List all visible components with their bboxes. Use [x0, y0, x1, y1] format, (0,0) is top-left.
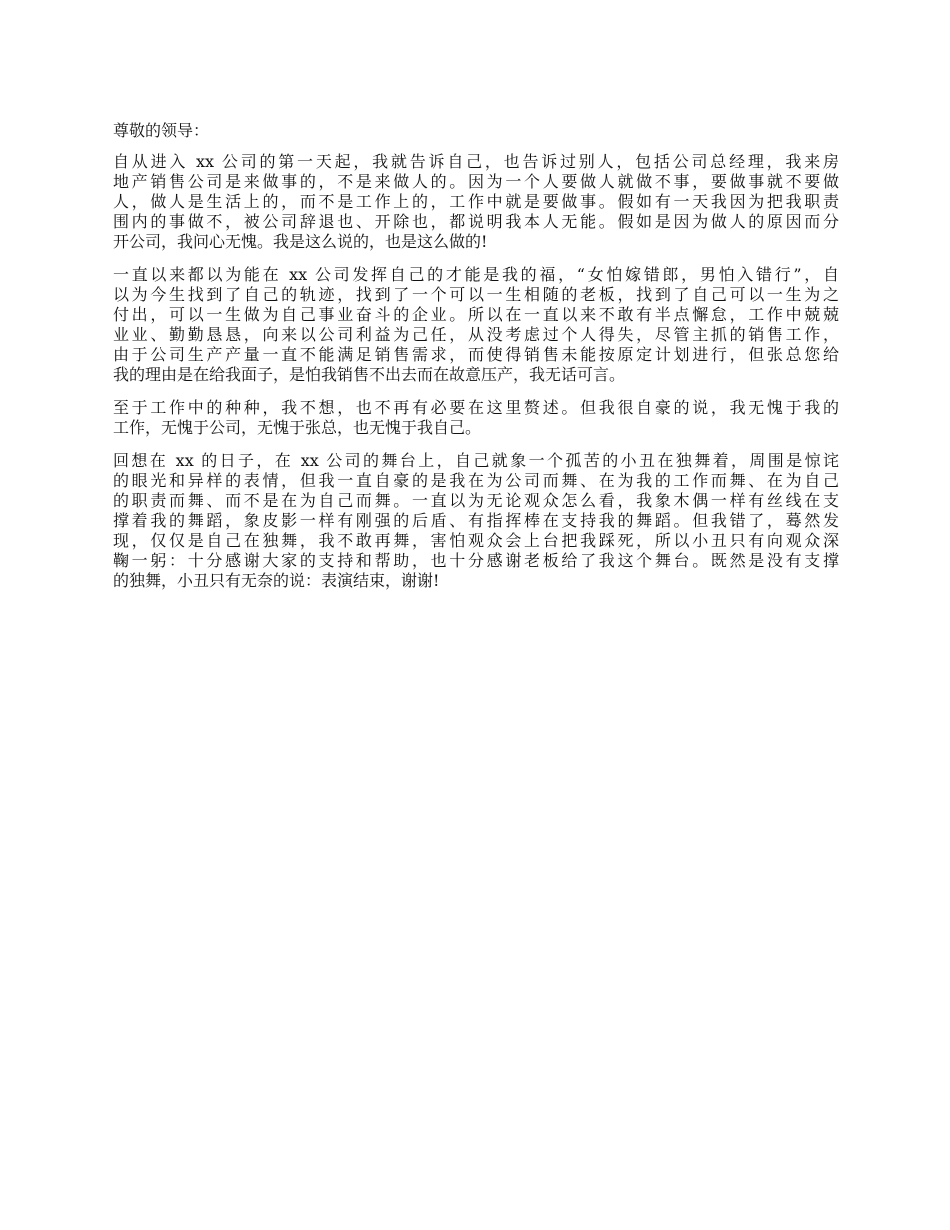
paragraph-line: 现，仅仅是自己在独舞，我不敢再舞，害怕观众会上台把我踩死，所以小丑只有向观众深	[113, 531, 839, 550]
paragraph-line: 至于工作中的种种，我不想，也不再有必要在这里赘述。但我很自豪的说，我无愧于我的	[113, 398, 839, 417]
salutation: 尊敬的领导：	[113, 121, 210, 140]
paragraph-4	[113, 451, 839, 591]
paragraph-line: 鞠一躬：十分感谢大家的支持和帮助，也十分感谢老板给了我这个舞台。既然是没有支撑	[113, 551, 839, 570]
paragraph-line: 自从进入 xx 公司的第一天起，我就告诉自己，也告诉过别人，包括公司总经理，我来房	[113, 152, 839, 171]
paragraph-line: 回想在 xx 的日子，在 xx 公司的舞台上，自己就象一个孤苦的小丑在独舞着，周围是惊诧	[113, 451, 839, 470]
paragraph-3	[113, 398, 839, 438]
paragraph-line: 人，做人是生活上的，而不是工作上的，工作中就是要做事。假如有一天我因为把我职责	[113, 192, 839, 211]
paragraph-1	[113, 152, 839, 252]
paragraph-line: 业业、勤勤恳恳，向来以公司利益为己任，从没考虑过个人得失，尽管主抓的销售工作，	[113, 325, 839, 344]
letter-page	[113, 121, 839, 604]
paragraph-line: 我的理由是在给我面子，是怕我销售不出去而在故意压产，我无话可言。	[113, 365, 626, 384]
paragraph-line: 一直以来都以为能在 xx 公司发挥自己的才能是我的福，“女怕嫁错郎，男怕入错行”，自	[113, 265, 839, 284]
paragraph-line: 地产销售公司是来做事的，不是来做人的。因为一个人要做人就做不事，要做事就不要做	[113, 172, 839, 191]
paragraph-line: 开公司，我问心无愧。我是这么说的，也是这么做的!	[113, 232, 488, 251]
paragraph-line: 的眼光和异样的表情，但我一直自豪的是我在为公司而舞、在为我的工作而舞、在为自己	[113, 471, 839, 490]
paragraph-line: 撑着我的舞蹈，象皮影一样有刚强的后盾、有指挥棒在支持我的舞蹈。但我错了，蓦然发	[113, 511, 839, 530]
paragraph-line: 围内的事做不，被公司辞退也、开除也，都说明我本人无能。假如是因为做人的原因而分	[113, 212, 839, 231]
paragraph-line: 由于公司生产产量一直不能满足销售需求，而使得销售未能按原定计划进行，但张总您给	[113, 345, 839, 364]
paragraph-line: 付出，可以一生做为自己事业奋斗的企业。所以在一直以来不敢有半点懈怠，工作中兢兢	[113, 305, 839, 324]
paragraph-line: 的职责而舞、而不是在为自己而舞。一直以为无论观众怎么看，我象木偶一样有丝线在支	[113, 491, 839, 510]
paragraph-line: 工作，无愧于公司，无愧于张总，也无愧于我自己。	[113, 418, 482, 437]
paragraph-line: 的独舞，小丑只有无奈的说：表演结束，谢谢!	[113, 571, 440, 590]
paragraph-line: 以为今生找到了自己的轨迹，找到了一个可以一生相随的老板，找到了自己可以一生为之	[113, 285, 839, 304]
paragraph-2	[113, 265, 839, 385]
